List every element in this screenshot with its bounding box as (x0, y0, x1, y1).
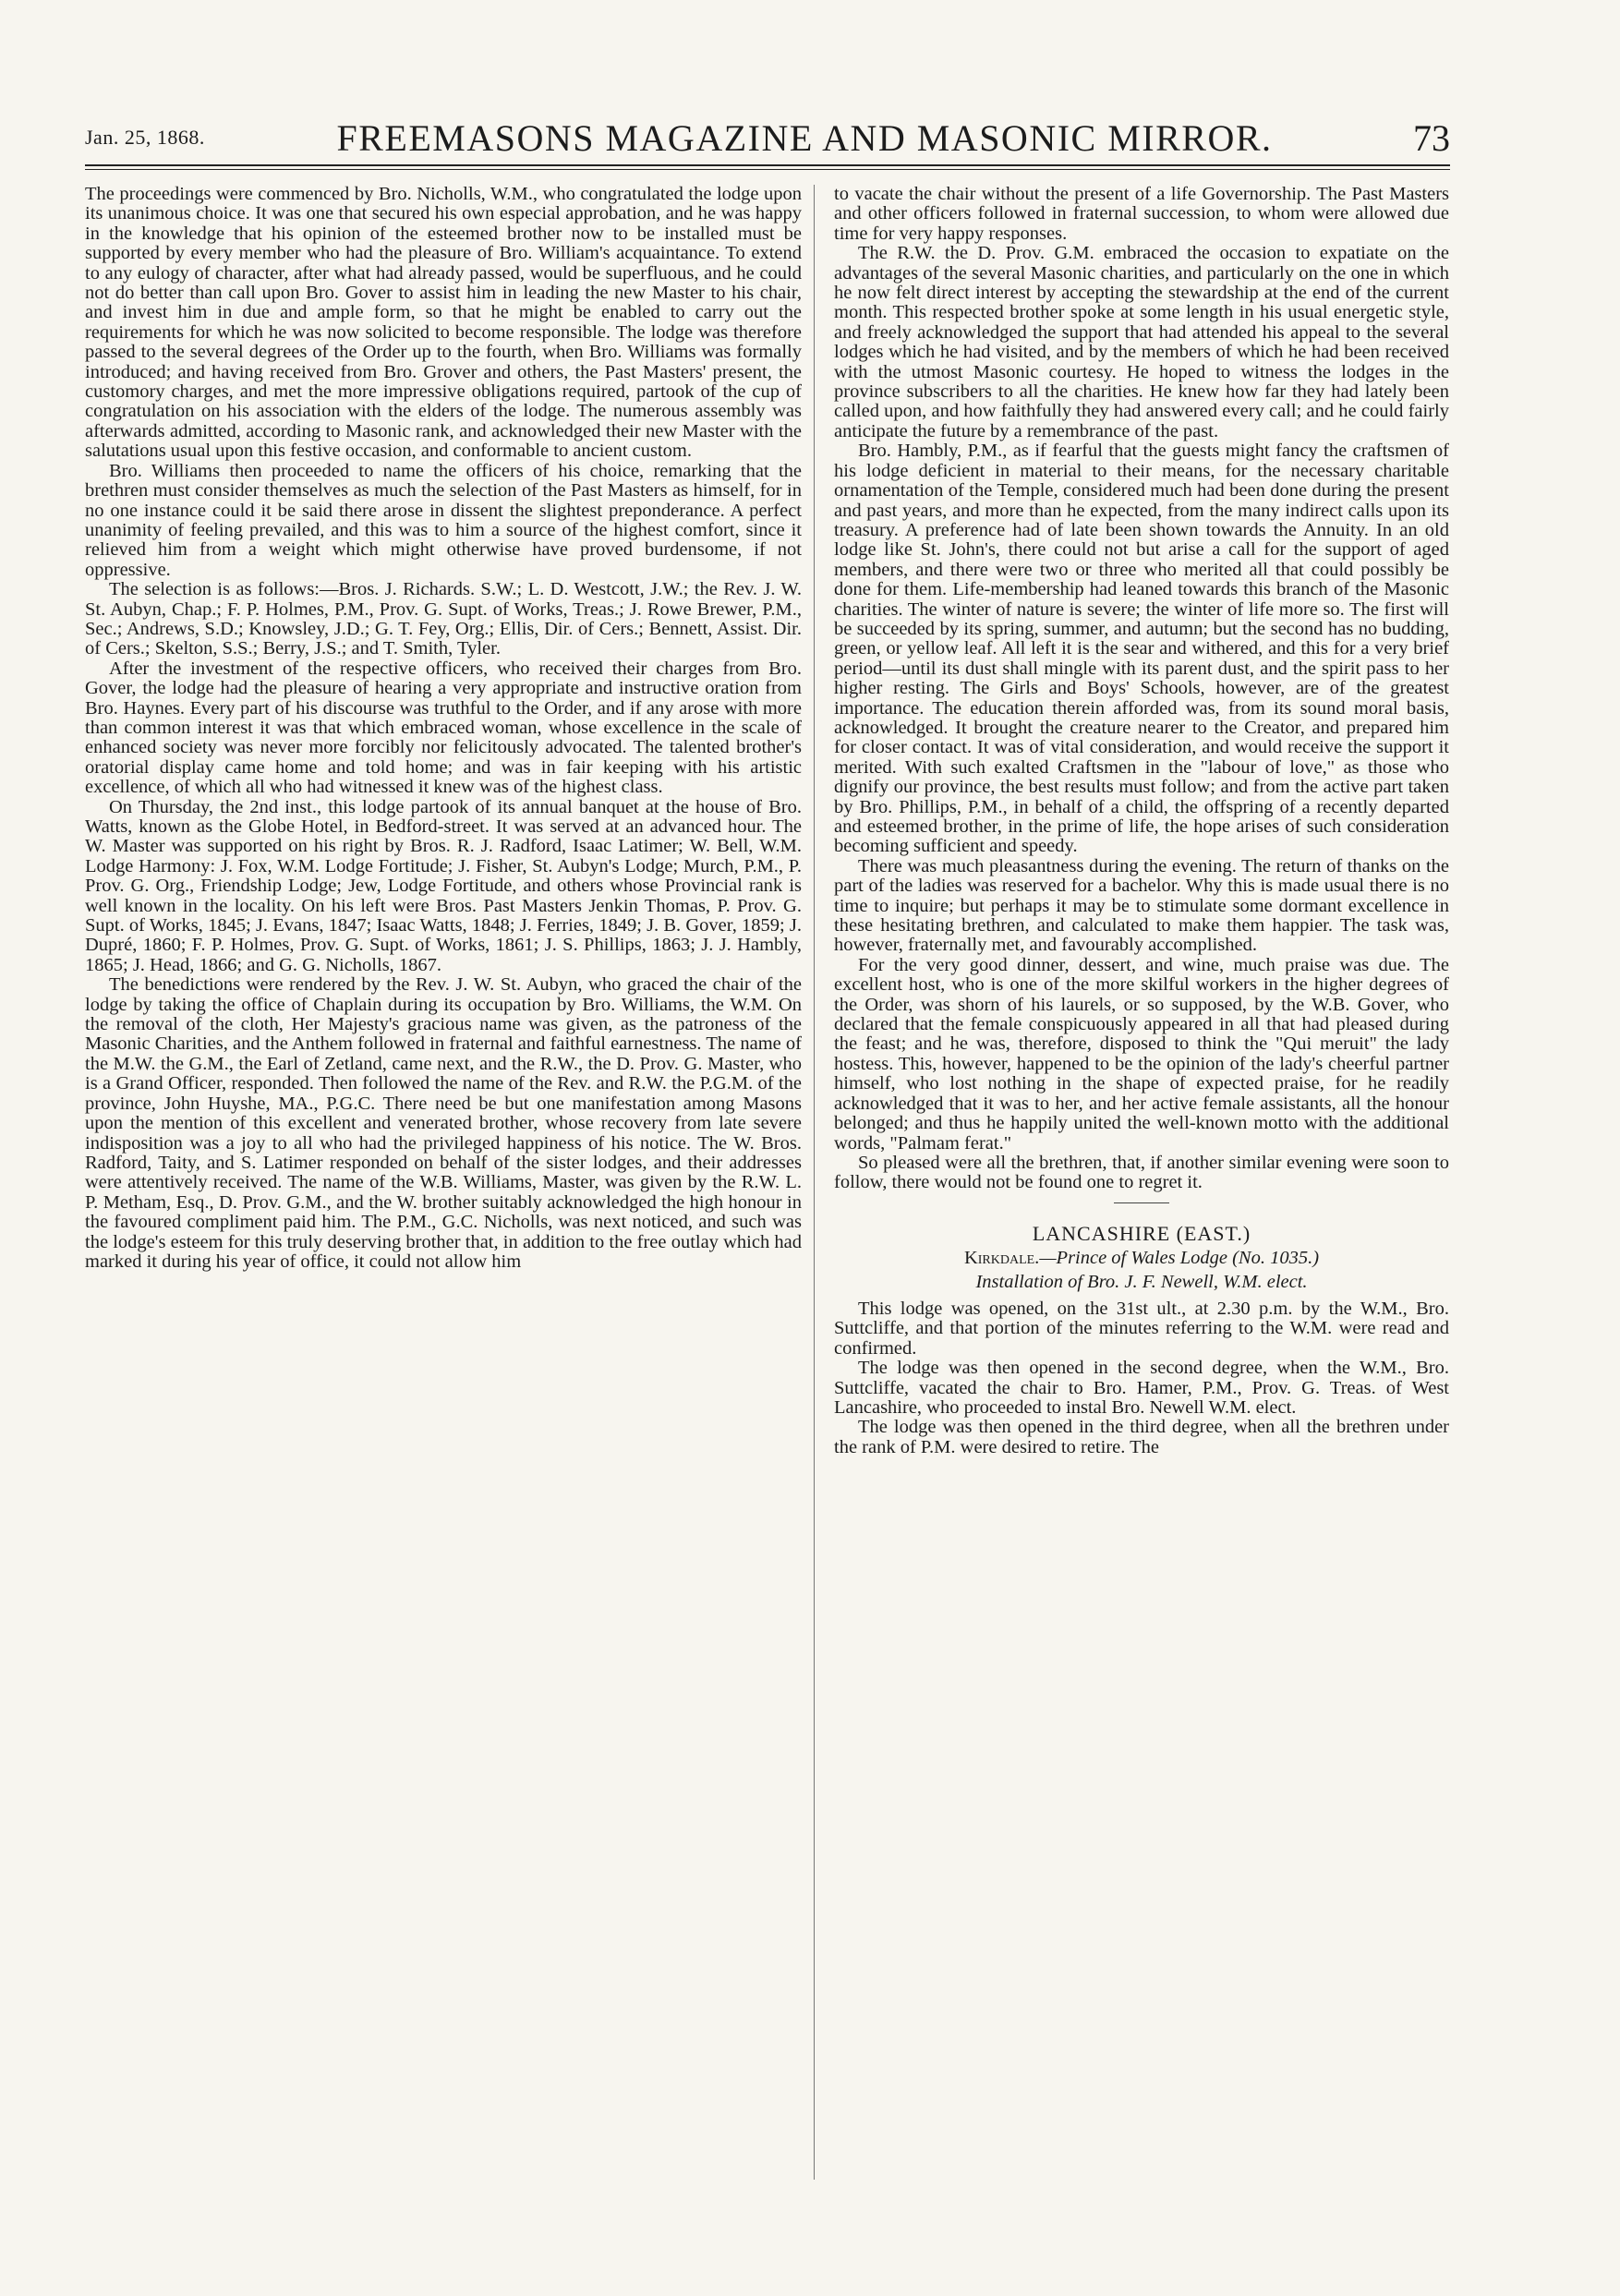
article-paragraph: There was much pleasantness during the evening. The return of thanks on the part of the ladies was reserved for a bachelor. Why this is made usual there is no time to inquire; but perhaps it may be to stimulate some dormant excellence in these hesitating brethren, and calculated to make them happier. The task was, however, fraternally met, and favourably accomplished. (834, 855, 1449, 956)
article-paragraph: Bro. Hambly, P.M., as if fearful that the guests might fancy the craftsmen of his lodge deficient in material to their means, for the necessary charitable ornamentation of the Temple, considered much had been done during the present and past years, and more than he expected, from the many indirect calls upon its treasury. A preference had of late been shown towards the Annuity. In an old lodge like St. John's, there could not but arise a call for the support of aged members, and there were two or three who merited all that could possibly be done for them. Life-membership had leaned towards this branch of the Masonic charities. The winter of nature is severe; the winter of life more so. The first will be succeeded by its spring, summer, and autumn; but the second has no budding, green, or yellow leaf. All left it is the sear and withered, and this for a very brief period—until its dust shall mingle with its parent dust, and the spirit pass to her higher resting. The Girls and Boys' Schools, however, are of the greatest importance. The education therein afforded was, from its sound moral basis, acknowledged. It brought the creature nearer to the Creator, and prepared him for closer contact. It was of vital consideration, and would receive the support it merited. With such exalted Craftsmen in the "labour of love," as those who dignify our province, the best results must follow; and from the active part taken by Bro. Phillips, P.M., in behalf of a child, the offspring of a recently departed and esteemed brother, in the prime of life, the hope arises of such consideration becoming sufficient and speedy. (834, 441, 1449, 857)
left-column (85, 185, 802, 1272)
article-paragraph: After the investment of the respective officers, who received their charges from Bro. Gover, the lodge had the pleasure of hearing a very appropriate and instructive oration from Bro. Haynes. Every part of his discourse was truthful to the Order, and if any arose with more than common interest it was that which embraced woman, whose excellence in the scale of enhanced society was never more forcibly nor felicitously advocated. The talented brother's oratorial display came home and told home; and was in fair keeping with his artistic excellence, of which all who had witnessed it knew was of the highest class. (85, 658, 802, 798)
lodge-heading (834, 1249, 1449, 1268)
header-rule-thin (85, 169, 1450, 170)
article-paragraph: The benedictions were rendered by the Rev. J. W. St. Aubyn, who graced the chair of the lodge by taking the office of Chaplain during its occupation by Bro. Williams, the W.M. On the removal of the cloth, Her Majesty's gracious name was given, as the patroness of the Masonic Charities, and the Anthem followed in fraternal and faithful earnestness. The name of the M.W. the G.M., the Earl of Zetland, came next, and the R.W., the D. Prov. G. Master, who is a Grand Officer, responded. Then followed the name of the Rev. and R.W. the P.G.M. of the province, John Huyshe, MA., P.G.C. There need be but one manifestation among Masons upon the mention of this excellent and venerated brother, whose recovery from late severe indisposition was a joy to all who had the privileged happiness of his notice. The W. Bros. Radford, Taity, and S. Latimer responded on behalf of the sister lodges, and their addresses were attentively received. The name of the W.B. Williams, Master, was given by the R.W. L. P. Metham, Esq., D. Prov. G.M., and the W. brother suitably acknowledged the high honour in the favoured compliment paid him. The P.M., G.C. Nicholls, was next noticed, and such was the lodge's esteem for this truly deserving brother that, in addition to the free outlay which had marked it during his year of office, it could not allow him (85, 974, 802, 1272)
article-paragraph: This lodge was opened, on the 31st ult., at 2.30 p.m. by the W.M., Bro. Suttcliffe, and that portion of the minutes referring to the W.M. were read and confirmed. (834, 1298, 1449, 1359)
officers-list-paragraph: The selection is as follows:—Bros. J. Richards. S.W.; L. D. Westcott, J.W.; the Rev. J. W. St. Aubyn, Chap.; F. P. Holmes, P.M., Prov. G. Supt. of Works, Treas.; J. Rowe Brewer, P.M., Sec.; Andrews, S.D.; Knowsley, J.D.; G. T. Fey, Org.; Ellis, Dir. of Cers.; Bennett, Assist. Dir. of Cers.; Skelton, S.S.; Berry, J.S.; and T. Smith, Tyler. (85, 579, 802, 659)
section-divider (1114, 1202, 1169, 1203)
issue-date: Jan. 25, 1868. (85, 126, 205, 149)
section-title: LANCASHIRE (EAST.) (1032, 1221, 1251, 1245)
article-paragraph: to vacate the chair without the present of a life Governorship. The Past Masters and other officers followed in fraternal succession, to whom were allowed due time for very happy responses. (834, 184, 1449, 244)
publication-title: FREEMASONS MAGAZINE AND MASONIC MIRROR. (336, 117, 1273, 159)
column-divider (814, 185, 815, 2180)
article-paragraph: The lodge was then opened in the third degree, when all the brethren under the rank of P.M. were desired to retire. The (834, 1417, 1449, 1457)
article-paragraph: The R.W. the D. Prov. G.M. embraced the occasion to expatiate on the advantages of the several Masonic charities, and particularly on the one in which he now felt direct interest by accepting the stewardship at the end of the current month. This respected brother spoke at some length in his usual energetic style, and freely acknowledged the support that had attended his appeal to the several lodges which he had visited, and by the members of which he had been received with the utmost Masonic courtesy. He hoped to witness the lodges in the province subscribers to all the charities. He knew how far they had lately been called upon, and how faithfully they had answered every call; and he could fairly anticipate the future by a remembrance of the past. (834, 243, 1449, 441)
article-paragraph: So pleased were all the brethren, that, if another similar evening were soon to follow, there would not be found one to regret it. (834, 1152, 1449, 1193)
running-head (85, 113, 1450, 159)
article-paragraph: The proceedings were commenced by Bro. Nicholls, W.M., who congratulated the lodge upon its unanimous choice. It was one that secured his own especial approbation, and he was happy in the knowledge that his opinion of the esteemed brother now to be installed must be supported by every member who had the pleasure of Bro. William's acquaintance. To extend to any eulogy of character, after what had already passed, would be superfluous, and he could not do better than call upon Bro. Gover to assist him in leading the new Master to his chair, and invest him in due and ample form, so that he might be enabled to carry out the requirements for which he was now solicited to become responsible. The lodge was therefore passed to the several degrees of the Order up to the fourth, when Bro. Williams was formally introduced; and having received from Bro. Grover and others, the Past Masters' present, the customory charges, and met the more impressive obligations required, partook of the cup of congratulation on his association with the elders of the lodge. The numerous assembly was afterwards admitted, according to Masonic rank, and acknowledged their new Master with the salutations usual upon this festive occasion, and conformable to ancient custom. (85, 184, 802, 462)
lodge-place: Kirkdale. (963, 1248, 1040, 1269)
banquet-paragraph: On Thursday, the 2nd inst., this lodge partook of its annual banquet at the house of Bro. Watts, known as the Globe Hotel, in Bedford-street. It was served at an advanced hour. The W. Master was supported on his right by Bros. R. J. Radford, Isaac Latimer; W. Bell, W.M. Lodge Harmony: J. Fox, W.M. Lodge Fortitude; J. Fisher, St. Aubyn's Lodge; Murch, P.M., P. Prov. G. Org., Friendship Lodge; Jew, Lodge Fortitude, and others whose Provincial rank is well known in the locality. On his left were Bros. Past Masters Jenkin Thomas, P. Prov. G. Supt. of Works, 1845; J. Evans, 1847; Isaac Watts, 1848; J. Ferries, 1849; J. B. Gover, 1859; J. Dupré, 1860; F. P. Holmes, Prov. G. Supt. of Works, 1861; J. S. Phillips, 1863; J. J. Hambly, 1865; J. Head, 1866; and G. G. Nicholls, 1867. (85, 796, 802, 975)
article-paragraph: For the very good dinner, dessert, and wine, much praise was due. The excellent host, who is one of the more skilful workers in the higher degrees of the Order, was shorn of his laurels, or so supposed, by the W.B. Gover, who declared that the female conspicuously appeared in all that had pleased during the feast; and he was, therefore, disposed to think the "Qui meruit" the lady hostess. This, however, happened to be the opinion of the lady's cheerful partner himself, who lost nothing in the shape of expected praise, for he readily acknowledged that it was to her, and her active female assistants, all the honour belonged; and thus he happily united the well-known motto with the additional words, "Palmam ferat." (834, 954, 1449, 1154)
header-rule (85, 164, 1450, 166)
page-number: 73 (1413, 117, 1450, 159)
installation-heading: Installation of Bro. J. F. Newell, W.M. elect. (975, 1271, 1308, 1292)
lodge-name: —Prince of Wales Lodge (No. 1035.) (1039, 1248, 1320, 1269)
right-column (834, 185, 1449, 1457)
article-paragraph: The lodge was then opened in the second degree, when the W.M., Bro. Suttcliffe, vacated the chair to Bro. Hamer, P.M., Prov. G. Treas. of West Lancashire, who proceeded to instal Bro. Newell W.M. elect. (834, 1358, 1449, 1418)
article-paragraph: Bro. Williams then proceeded to name the officers of his choice, remarking that the brethren must consider themselves as much the selection of the Past Masters as himself, for in no one instance could it be said there arose in dissent the slightest preponderance. A perfect unanimity of feeling prevailed, and this was to him a source of the highest comfort, since it relieved him from a weight which might otherwise have proved burdensome, if not oppressive. (85, 460, 802, 580)
